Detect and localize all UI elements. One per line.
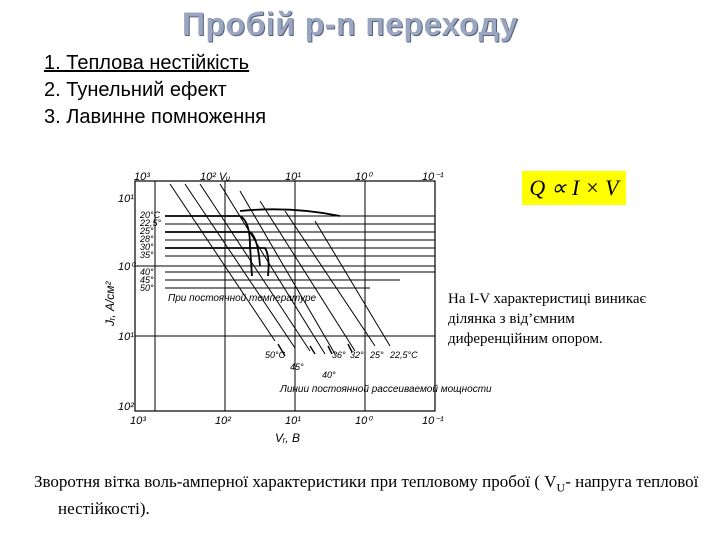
list-item: 2. Тунельний ефект <box>44 79 227 101</box>
temp-label: 45° <box>290 362 304 372</box>
y-tick: 10⁰ <box>118 261 135 273</box>
annotation-const-temp: При постоянной температуре <box>168 293 317 304</box>
figure-caption: Зворотня вітка воль-амперної характеристики при тепловому пробої ( $V_U-$ напруга теплової нестійкості). <box>34 472 699 519</box>
iv-breakdown-figure <box>100 166 492 451</box>
temp-label: 22,5°C <box>390 350 418 360</box>
y-axis-label: Jᵣ, А/см² <box>103 281 117 326</box>
temp-label: 50° <box>140 283 154 293</box>
top-tick: 10² Vᵤ <box>200 171 231 183</box>
temp-label: 50°C <box>265 350 286 360</box>
bottom-tick: 10¹ <box>285 415 301 427</box>
temp-label: 40° <box>140 267 154 277</box>
x-axis-label: Vᵣ, В <box>275 431 300 445</box>
temp-label: 25° <box>140 226 154 236</box>
temp-label: 35° <box>140 250 154 260</box>
temp-label: 30° <box>140 242 154 252</box>
heat-formula: Q ∝ I × V <box>522 171 626 205</box>
y-tick: 10¹ <box>118 193 134 205</box>
list-item: 1. Теплова нестійкість <box>44 52 250 74</box>
top-tick: 10¹ <box>285 171 301 183</box>
top-tick: 10³ <box>134 171 150 183</box>
temp-label: 22,5° <box>140 218 162 228</box>
annotation-const-power: Линии постоянной рассеиваемой мощности <box>280 384 492 395</box>
bottom-tick: 10³ <box>130 415 146 427</box>
temp-label: 25° <box>370 350 384 360</box>
ndr-note: На I-V характеристиці виникає ділянка з від’ємним диференційним опором. <box>448 291 646 347</box>
list-item: 3. Лавинне помноження <box>44 106 267 128</box>
bottom-tick: 10² <box>215 415 231 427</box>
bottom-tick: 10⁻¹ <box>422 415 444 427</box>
temp-label: 28° <box>140 234 154 244</box>
bottom-tick: 10⁰ <box>355 415 372 427</box>
temp-label: 20°C <box>140 210 161 220</box>
breakdown-list <box>44 50 266 131</box>
temp-label: 36° <box>332 350 346 360</box>
temp-label: 40° <box>322 370 336 380</box>
temp-label: 32° <box>350 350 364 360</box>
slide-title: Пробій p-n переходу <box>181 6 519 42</box>
top-tick: 10⁻¹ <box>422 171 444 183</box>
y-tick: 10¹ <box>118 331 134 343</box>
y-tick: 10² <box>118 401 134 413</box>
temp-label: 45° <box>140 275 154 285</box>
top-tick: 10⁰ <box>355 171 372 183</box>
